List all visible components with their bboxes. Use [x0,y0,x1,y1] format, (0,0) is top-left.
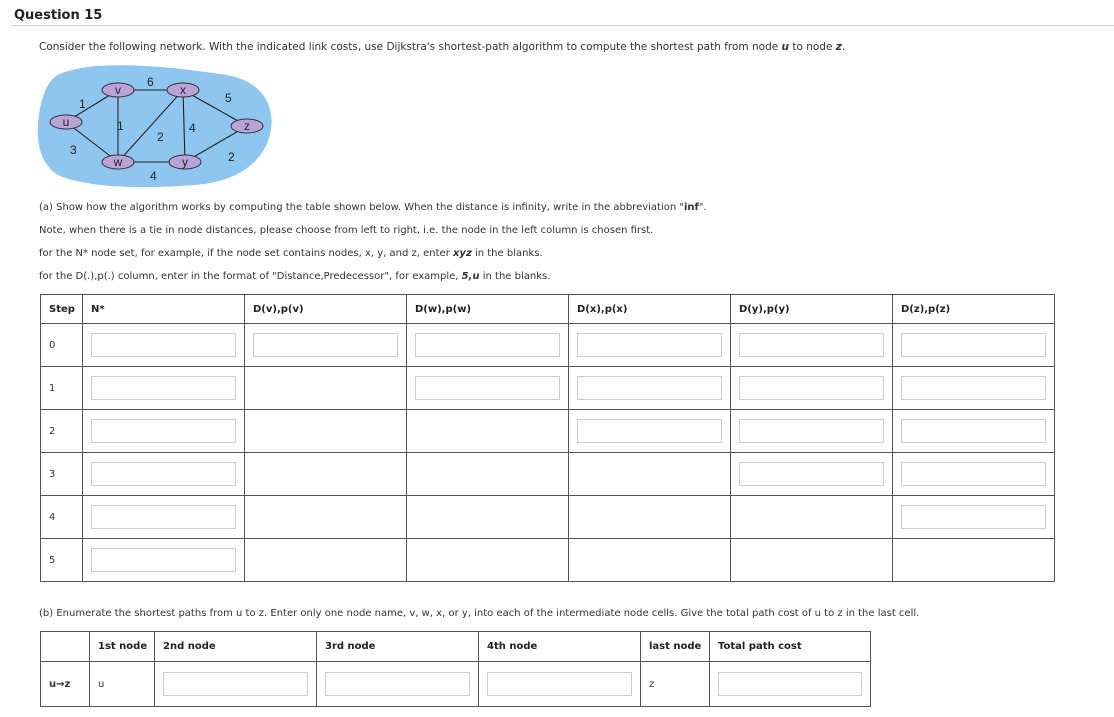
path-header-row [41,632,871,662]
step-number: 2 [41,410,83,453]
empty-cell [407,410,569,453]
cost-x-z: 5 [225,91,232,105]
cost-u-w: 3 [70,143,77,157]
nstar-input-step-3[interactable] [91,462,236,486]
cost-w-y: 4 [150,169,157,183]
nstar-input-step-4[interactable] [91,505,236,529]
header-dy: D(y),p(y) [731,295,893,324]
fourth-node-input[interactable] [487,672,632,696]
empty-cell [245,539,407,582]
network-diagram [35,64,280,192]
format-example: 5,u [461,271,480,282]
nstar-input-step-2[interactable] [91,419,236,443]
empty-cell [731,496,893,539]
node-label-w: w [113,155,123,169]
part-a-inf: inf [684,202,699,213]
format-note-text: for the D(.),p(.) column, enter in the format of "Distance,Predecessor", for example, [39,271,462,282]
second-node-input[interactable] [163,672,308,696]
question-intro [39,41,845,53]
part-a-text: (a) Show how the algorithm works by computing the table shown below. When the distance is infinity, write in the abbreviation " [39,202,684,213]
cost-y-z: 2 [228,150,235,164]
nodeset-note [39,248,543,259]
first-node-value: u [90,662,155,707]
header-2nd-node: 2nd node [155,632,317,662]
dz-input-step-2[interactable] [901,419,1046,443]
table-row [41,324,1055,367]
dy-input-step-0[interactable] [739,333,884,357]
header-4th-node: 4th node [479,632,641,662]
header-dx: D(x),p(x) [569,295,731,324]
header-nstar: N* [83,295,245,324]
node-label-v: v [115,83,121,97]
path-header-blank [41,632,90,662]
step-number: 5 [41,539,83,582]
title-divider [10,25,1114,26]
table-row [41,367,1055,410]
nodeset-note-text: for the N* node set, for example, if the node set contains nodes, x, y, and z, enter [39,248,453,259]
third-node-input[interactable] [325,672,470,696]
node-label-x: x [180,83,186,97]
step-number: 1 [41,367,83,410]
part-b-instruction: (b) Enumerate the shortest paths from u to z. Enter only one node name, v, w, x, or y, into each of the intermediate node cells. Give the total path cost of u to z in the last cell. [39,608,920,619]
nstar-input-step-1[interactable] [91,376,236,400]
intro-source-node: u [781,41,790,53]
cost-u-v: 1 [79,97,86,111]
node-label-z: z [244,119,250,133]
format-note-end: in the blanks. [479,271,551,282]
node-label-u: u [62,115,70,129]
tie-note: Note, when there is a tie in node distances, please choose from left to right, i.e. the node in the left column is chosen first. [39,225,654,236]
cost-v-x: 6 [147,75,154,89]
table-row [41,539,1055,582]
header-dv: D(v),p(v) [245,295,407,324]
empty-cell [569,496,731,539]
part-a-text-end: ". [698,202,707,213]
dz-input-step-0[interactable] [901,333,1046,357]
step-number: 3 [41,453,83,496]
dy-input-step-3[interactable] [739,462,884,486]
empty-cell [245,367,407,410]
step-number: 4 [41,496,83,539]
path-row-label: u→z [41,662,90,707]
dy-input-step-1[interactable] [739,376,884,400]
dx-input-step-2[interactable] [577,419,722,443]
table-header-row [41,295,1055,324]
dz-input-step-3[interactable] [901,462,1046,486]
empty-cell [245,410,407,453]
cost-x-y: 4 [189,121,196,135]
nodeset-example: xyz [452,248,472,259]
cost-v-w: 1 [117,119,124,133]
header-last-node: last node [641,632,710,662]
table-row [41,410,1055,453]
nstar-input-step-0[interactable] [91,333,236,357]
dx-input-step-0[interactable] [577,333,722,357]
empty-cell [245,453,407,496]
table-row [41,453,1055,496]
empty-cell [893,539,1055,582]
dw-input-step-1[interactable] [415,376,560,400]
table-row [41,496,1055,539]
shortest-path-table [40,631,871,707]
dx-input-step-1[interactable] [577,376,722,400]
cost-w-x: 2 [157,130,164,144]
empty-cell [407,539,569,582]
distance-format-note [39,271,550,282]
header-1st-node: 1st node [90,632,155,662]
nodeset-note-end: in the blanks. [471,248,543,259]
empty-cell [407,496,569,539]
dz-input-step-1[interactable] [901,376,1046,400]
intro-text-end: . [841,41,846,53]
header-total-cost: Total path cost [710,632,871,662]
last-node-value: z [641,662,710,707]
dy-input-step-2[interactable] [739,419,884,443]
header-step: Step [41,295,83,324]
node-label-y: y [182,155,188,169]
question-title: Question 15 [14,8,103,23]
step-number: 0 [41,324,83,367]
part-a-instruction [39,202,707,213]
path-row [41,662,871,707]
empty-cell [245,496,407,539]
dw-input-step-0[interactable] [415,333,560,357]
empty-cell [569,453,731,496]
header-dz: D(z),p(z) [893,295,1055,324]
dv-input-step-0[interactable] [253,333,398,357]
dijkstra-table [40,294,1055,582]
header-3rd-node: 3rd node [317,632,479,662]
intro-text-mid: to node [789,41,836,53]
empty-cell [731,539,893,582]
empty-cell [569,539,731,582]
header-dw: D(w),p(w) [407,295,569,324]
nstar-input-step-5[interactable] [91,548,236,572]
intro-text: Consider the following network. With the indicated link costs, use Dijkstra's shortest-path algorithm to compute the shortest path from node [39,41,782,53]
empty-cell [407,453,569,496]
intro-dest-node: z [835,41,842,53]
total-cost-input[interactable] [718,672,862,696]
dz-input-step-4[interactable] [901,505,1046,529]
